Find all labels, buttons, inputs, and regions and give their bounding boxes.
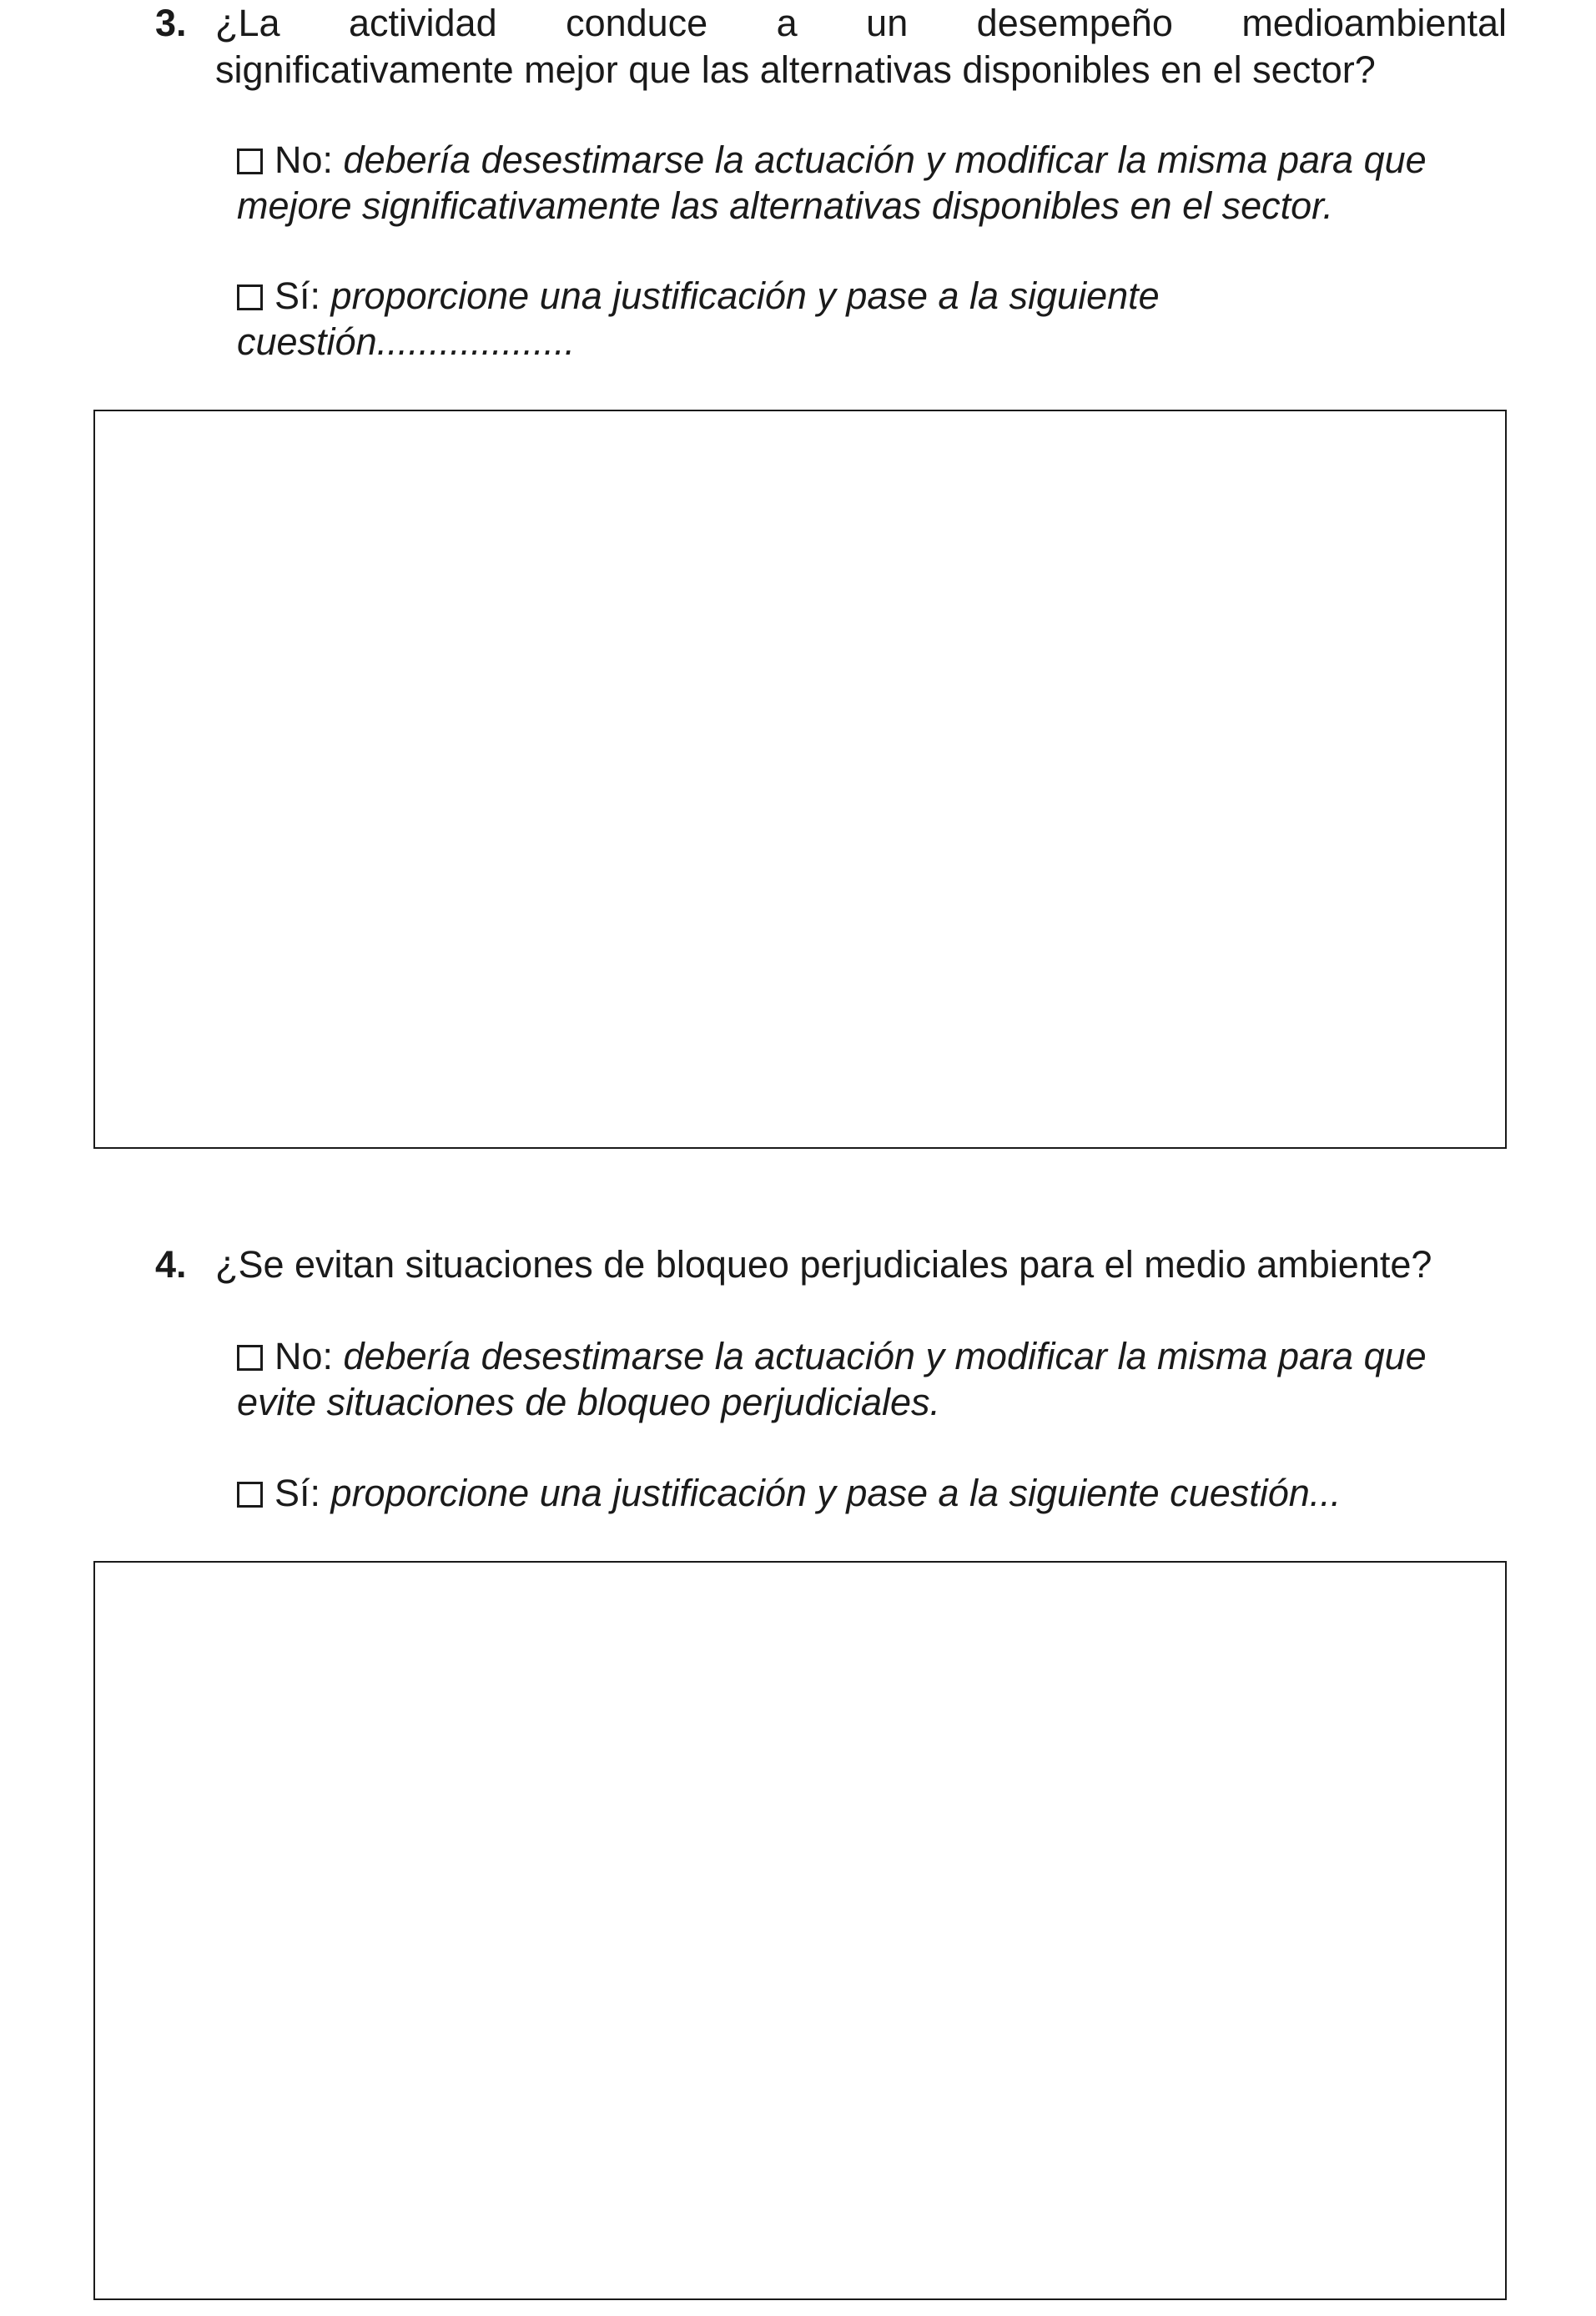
question-3	[0, 0, 1596, 100]
question-4	[0, 1241, 1596, 1291]
question-text-line-1: ¿La actividad conduce a un desempeño medioambiental	[215, 2, 1507, 44]
option-si-label: Sí:	[274, 1472, 321, 1514]
option-no-label: No:	[274, 138, 334, 181]
option-no-text: debería desestimarse la actuación y modificar la misma para que	[343, 138, 1427, 181]
option-no	[237, 1333, 1538, 1425]
question-number: 4.	[155, 1243, 187, 1286]
option-si-text: proporcione una justificación y pase a la siguiente cuestión...	[330, 1472, 1342, 1514]
option-no-label: No:	[274, 1335, 334, 1377]
answer-box-question-4[interactable]	[93, 1561, 1507, 2300]
option-si	[237, 1470, 1538, 1516]
question-text-line-2: significativamente mejor que las alternativas disponibles en el sector?	[215, 48, 1376, 91]
option-no-text: debería desestimarse la actuación y modificar la misma para que	[343, 1335, 1427, 1377]
option-no	[237, 137, 1538, 229]
option-si-text: proporcione una justificación y pase a la siguiente	[330, 274, 1160, 317]
question-text: ¿Se evitan situaciones de bloqueo perjudiciales para el medio ambiente?	[215, 1243, 1432, 1286]
option-si-line-1	[237, 273, 1538, 319]
option-si-line-1	[237, 1470, 1538, 1516]
checkbox-no[interactable]	[237, 149, 263, 174]
checkbox-si[interactable]	[237, 1482, 263, 1508]
option-si	[237, 273, 1538, 365]
option-no-line-2: evite situaciones de bloqueo perjudiciales.	[237, 1381, 941, 1423]
option-si-line-2: cuestión...................	[237, 320, 576, 363]
option-no-line-2: mejore significativamente las alternativas disponibles en el sector.	[237, 184, 1333, 227]
answer-box-question-3[interactable]	[93, 410, 1507, 1149]
option-no-line-1	[237, 1333, 1538, 1379]
checkbox-no[interactable]	[237, 1345, 263, 1371]
checkbox-si[interactable]	[237, 284, 263, 310]
question-number: 3.	[155, 2, 187, 44]
option-si-label: Sí:	[274, 274, 321, 317]
option-no-line-1	[237, 137, 1538, 183]
